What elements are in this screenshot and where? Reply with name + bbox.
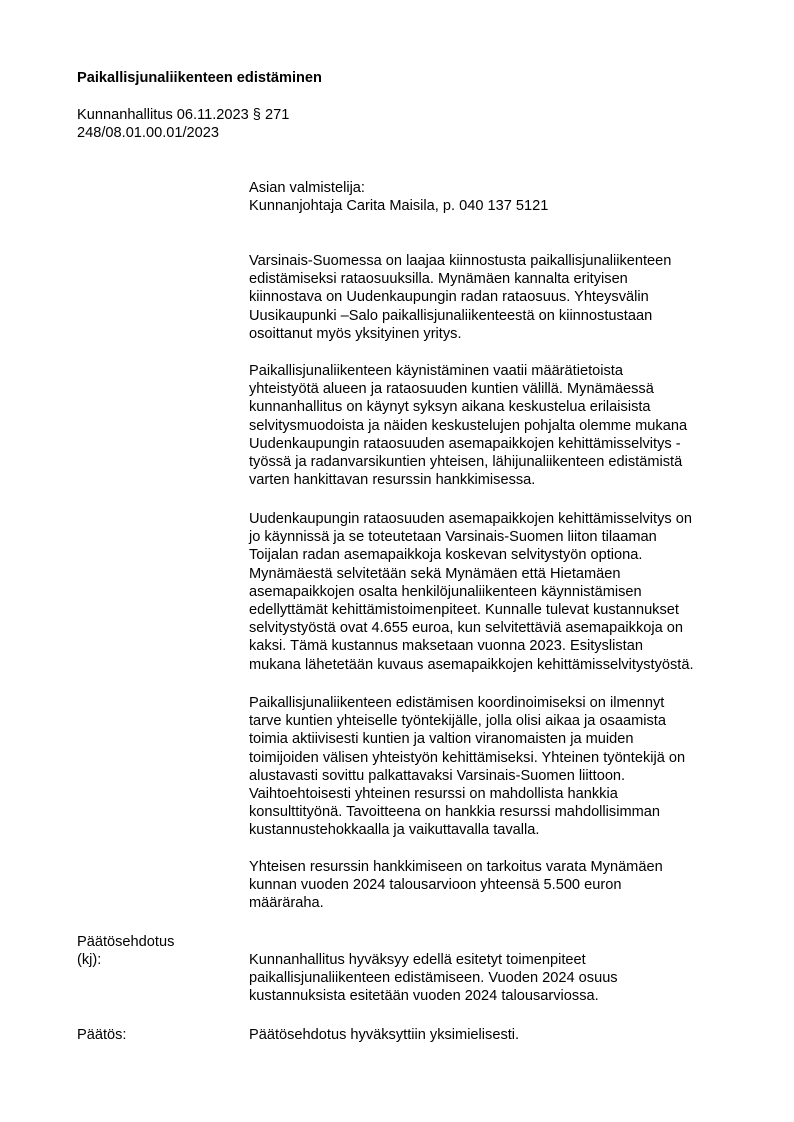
proposal-text: Kunnanhallitus hyväksyy edellä esitetyt toimenpiteet paikallisjunaliikenteen edistämiseen. Vuoden 2024 osuus kustannuksista esitetään vuoden 2024 talousarviossa. [249, 952, 618, 1005]
meeting-info [77, 106, 289, 142]
preparer-label: Asian valmistelija: [249, 180, 365, 196]
paragraph: Uudenkaupungin rataosuuden asemapaikkojen kehittämisselvitys on jo käynnissä ja se toteutetaan Varsinais-Suomen liiton tilaaman Toijalan radan asemapaikkoja koskevan selvitystyön optiona. Mynämäestä selvitetään sekä Mynämäen että Hietamäen asemapaikkojen osalta henkilöjunaliikenteen käynnistämisen edellyttämät kehittämistoimenpiteet. Kunnalle tulevat kustannukset selvitystyöstä ovat 4.655 euroa, kun selvitettäviä asemapaikkoja on kaksi. Tämä kustannus maksetaan vuonna 2023. Esityslistan mukana lähetetään kuvaus asemapaikkojen kehittämisselvitystyöstä. [249, 511, 694, 673]
document-title: Paikallisjunaliikenteen edistäminen [77, 70, 322, 86]
proposal-label: Päätösehdotus (kj): [77, 934, 175, 969]
preparer-value: Kunnanjohtaja Carita Maisila, p. 040 137 5121 [249, 198, 549, 215]
record-number: 248/08.01.00.01/2023 [77, 125, 220, 142]
paragraph: Yhteisen resurssin hankkimiseen on tarkoitus varata Mynämäen kunnan vuoden 2024 talousarvioon yhteensä 5.500 euron määräraha. [249, 859, 663, 912]
meeting-reference: Kunnanhallitus 06.11.2023 § 271 [77, 107, 290, 123]
paragraph: Paikallisjunaliikenteen edistämisen koordinoimiseksi on ilmennyt tarve kuntien yhteiselle työntekijälle, jolla olisi aikaa ja osaamista toimia aktiivisesti kuntien ja valtion viranomaisten ja muiden toimijoiden välisen yhteistyön kehittämiseksi. Yhteinen työntekijä on alustavasti sovittu palkattavaksi Varsinais-Suomen liittoon. Vaihtoehtoisesti yhteinen resurssi on mahdollista hankkia konsulttityönä. Tavoitteena on hankkia resurssi mahdollisimman kustannustehokkaalla ja vaikuttavalla tavalla. [249, 695, 686, 839]
paragraph: Varsinais-Suomessa on laajaa kiinnostusta paikallisjunaliikenteen edistämiseksi rataosuuksilla. Mynämäen kannalta erityisen kiinnostava on Uudenkaupungin radan rataosuus. Yhteysvälin Uusikaupunki –Salo paikallisjunaliikenteestä on kiinnostustaan osoittanut myös yksityinen yritys. [249, 253, 672, 342]
paragraph: Paikallisjunaliikenteen käynistäminen vaatii määrätietoista yhteistyötä alueen ja rataosuuden kuntien välillä. Mynämäessä kunnanhallitus on käynyt syksyn aikana keskustelua erilaisista selvitysmuodoista ja näiden keskustelujen pohjalta olemme mukana Uudenkaupungin rataosuuden asemapaikkojen kehittämisselvitys - työssä ja radanvarsikuntien yhteisen, lähijunaliikenteen edistämistä varten hankittavan resurssin hankkimisessa. [249, 363, 688, 489]
preparer-block [249, 179, 749, 215]
decision-label: Päätös: [77, 1027, 127, 1043]
decision-text: Päätösehdotus hyväksyttiin yksimielisesti. [249, 1027, 520, 1043]
